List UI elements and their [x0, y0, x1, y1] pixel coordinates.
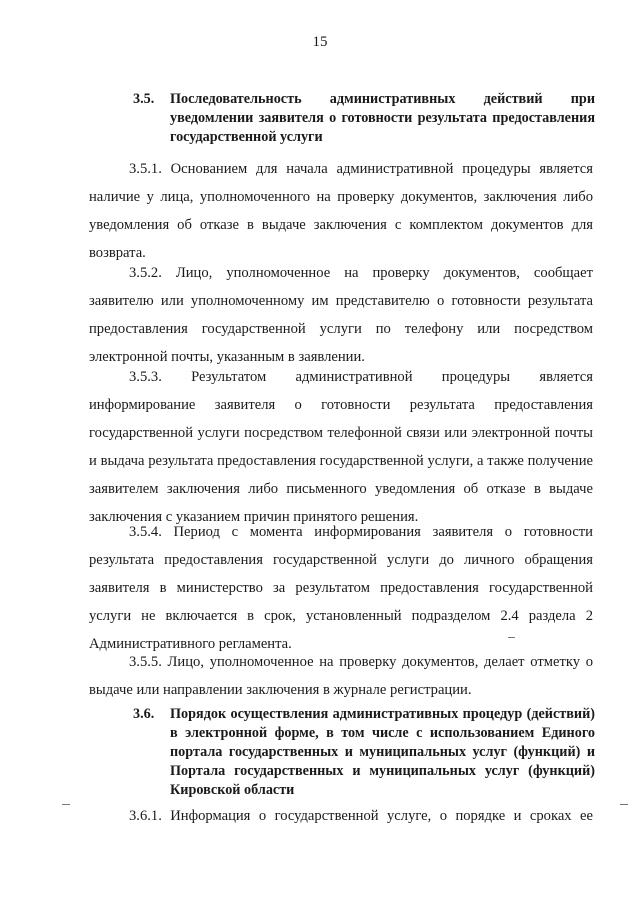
paragraph-3-5-4: 3.5.4. Период с момента информирования заявителя о готовности результата предоставления государственной услуги до личного обращения заявителя в министерство за результатом предоставления государственной услуги не включается в срок, установленный подразделом 2.4 раздела 2 Административного регламента.	[89, 524, 593, 652]
paragraph-3-5-2: 3.5.2. Лицо, уполномоченное на проверку документов, сообщает заявителю или уполномоченному им представителю о готовности результата предоставления государственной услуги по телефону или посредством электронной почты, указанным в заявлении.	[89, 265, 593, 365]
page-number: 15	[312, 34, 328, 50]
paragraph-3-6-1: 3.6.1. Информация о государственной услуге, о порядке и сроках ее	[129, 808, 593, 824]
section-heading-3-5	[133, 90, 595, 147]
scan-mark-left	[62, 804, 70, 805]
section-number: 3.5.	[133, 91, 155, 107]
paragraph-3-5-3: 3.5.3. Результатом административной процедуры является информирование заявителя о готовности результата предоставления государственной услуги посредством телефонной связи или электронной почты и выдача результата предоставления государственной услуги, а также получение заявителем заключения либо письменного уведомления об отказе в выдаче заключения с указанием причин принятого решения.	[89, 369, 593, 525]
scan-mark-dash	[508, 637, 515, 638]
section-heading-3-6	[133, 705, 595, 800]
section-title: Порядок осуществления административных процедур (действий) в электронной форме, в том числе с использованием Единого портала государственных и муниципальных услуг (функций) и Портала государственных и муниципальных услуг (функций) Кировской области	[170, 706, 595, 798]
section-number: 3.6.	[133, 706, 155, 722]
paragraph-3-5-5: 3.5.5. Лицо, уполномоченное на проверку документов, делает отметку о выдаче или направлении заключения в журнале регистрации.	[89, 654, 593, 698]
paragraph-3-5-1: 3.5.1. Основанием для начала административной процедуры является наличие у лица, уполномоченного на проверку документов, заключения либо уведомления об отказе в выдаче заключения с комплектом документов для возврата.	[89, 161, 593, 261]
scan-mark-right	[620, 804, 628, 805]
section-title: Последовательность административных действий при уведомлении заявителя о готовности результата предоставления государственной услуги	[170, 91, 595, 145]
